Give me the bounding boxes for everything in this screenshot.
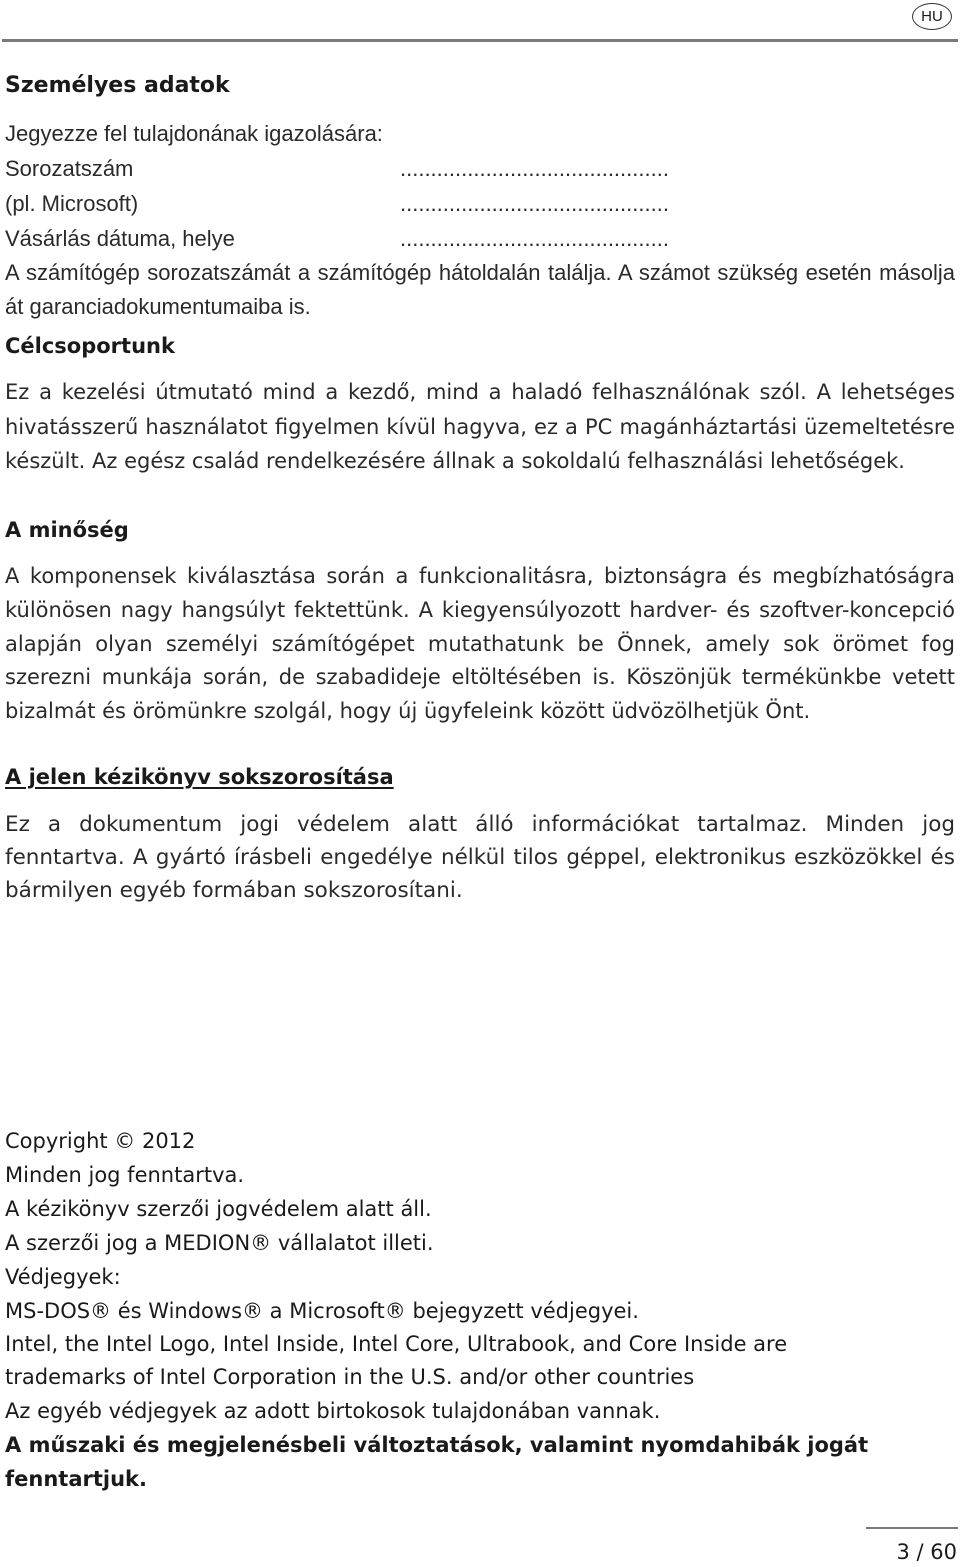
quality-section: [5, 560, 955, 729]
serial-number-note: A számítógép sorozatszámát a számítógép hátoldalán találja. A számot szükség esetén másolja át garanciadokumentumaiba is.: [5, 260, 955, 319]
copyright-line: A szerzői jog a MEDION® vállalatot illeti.: [5, 1231, 434, 1255]
page-number: 3 / 60: [896, 1540, 957, 1564]
form-row-fill-line: ............................................: [400, 226, 669, 251]
form-row: [5, 186, 955, 221]
copyright-line: Minden jog fenntartva.: [5, 1163, 245, 1187]
reproduction-heading: A jelen kézikönyv sokszorosítása: [5, 765, 394, 789]
form-row: [5, 221, 955, 256]
form-row-fill-line: ............................................: [400, 191, 669, 216]
personal-data-heading: Személyes adatok: [5, 73, 230, 98]
form-row-label: (pl. Microsoft): [5, 191, 139, 216]
copyright-line: Védjegyek:: [5, 1265, 121, 1289]
footer-divider: [866, 1527, 958, 1529]
target-group-section: [5, 375, 955, 479]
copyright-line: Az egyéb védjegyek az adott birtokosok tulajdonában vannak.: [5, 1399, 661, 1423]
language-badge: HU: [912, 3, 952, 30]
copyright-line: A kézikönyv szerzői jogvédelem alatt áll.: [5, 1197, 432, 1221]
form-row-label: Vásárlás dátuma, helye: [5, 226, 235, 251]
form-row-fill-line: ............................................: [400, 156, 669, 181]
reproduction-section: [5, 808, 955, 907]
header-divider: [2, 39, 958, 42]
target-group-heading: Célcsoportunk: [5, 334, 175, 358]
quality-heading: A minőség: [5, 518, 129, 542]
personal-data-section: [5, 116, 955, 324]
copyright-line: MS-DOS® és Windows® a Microsoft® bejegyzett védjegyei.: [5, 1299, 639, 1323]
quality-body: A komponensek kiválasztása során a funkcionalitásra, biztonságra és megbízhatóságra különösen nagy hangsúlyt fektettünk. A kiegyensúlyozott hardver- és szoftver-koncepció alapján olyan személyi számítógépet mutathatunk be Önnek, amely sok örömet fog szerezni munkája során, de szabadideje eltöltésében is. Köszönjük termékünkbe vetett bizalmát és örömünkre szolgál, hogy új ügyfeleink között üdvözölhetjük Önt.: [5, 564, 955, 724]
form-row: [5, 151, 955, 186]
reproduction-body: Ez a dokumentum jogi védelem alatt álló információkat tartalmaz. Minden jog fenntartva. A gyártó írásbeli engedélye nélkül tilos géppel, elektronikus eszközökkel és bármilyen egyéb formában sokszorosítani.: [5, 812, 955, 903]
copyright-line: trademarks of Intel Corporation in the U.S. and/or other countries: [5, 1365, 695, 1389]
copyright-section: [5, 1124, 955, 1496]
form-row-label: Sorozatszám: [5, 156, 134, 181]
changes-reserved-notice: A műszaki és megjelenésbeli változtatások, valamint nyomdahibák jogát fenntartjuk.: [5, 1433, 869, 1491]
target-group-body: Ez a kezelési útmutató mind a kezdő, mind a haladó felhasználónak szól. A lehetséges hivatásszerű használatot figyelmen kívül hagyva, ez a PC magánháztartási üzemeltetésre készült. Az egész család rendelkezésére állnak a sokoldalú felhasználási lehetőségek.: [5, 380, 955, 473]
copyright-line: Copyright © 2012: [5, 1129, 196, 1153]
personal-data-intro: Jegyezze fel tulajdonának igazolására:: [5, 121, 383, 146]
copyright-line: Intel, the Intel Logo, Intel Inside, Intel Core, Ultrabook, and Core Inside are: [5, 1332, 788, 1356]
